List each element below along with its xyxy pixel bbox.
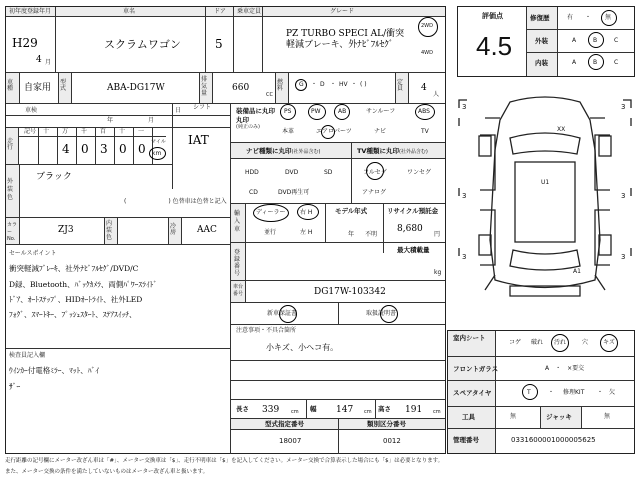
type-value: ABA-DG17W (107, 83, 165, 93)
aero-circle (321, 125, 335, 139)
inspection-year: 年 (107, 117, 114, 124)
equipment-label-2: 丸印 (236, 116, 249, 124)
reg-year-value: H29 (12, 36, 38, 50)
spare-dot-2: ・ (597, 389, 604, 396)
length-value: 339 (262, 405, 280, 415)
sales-line-3: ﾄﾞｱ、ｵｰﾄｽﾃｯﾌﾟ、HIDｵｰﾄﾗｲﾄ、社外LED (9, 295, 143, 304)
mileage-unit-label: 記号 (24, 128, 37, 135)
shift-value: IAT (188, 133, 209, 147)
equip-sunroof: サンルーフ (366, 108, 396, 115)
equip-ab: AB (338, 108, 347, 115)
manual-circle (380, 305, 398, 323)
doors-label: ドア (214, 8, 226, 15)
front-glass-label: フロントガラス (453, 365, 499, 373)
mileage-digit: 0 (81, 142, 89, 156)
mile-unit: マイル (151, 139, 166, 145)
load-label: 最大積載量 (397, 246, 430, 254)
seats-label: 乗車定員 (237, 8, 262, 15)
seat-stain: 汚れ (554, 339, 567, 346)
exterior-c: C (614, 37, 619, 44)
exterior-label: 外装色 (7, 178, 14, 201)
seat-scratch: キズ (603, 339, 615, 346)
car-name-label: 車名 (123, 8, 136, 15)
navi-hdd: HDD (245, 169, 259, 176)
diagram-corner-6: 3 (621, 253, 626, 261)
navi-dvd: DVD (285, 169, 299, 176)
height-unit: cm (433, 409, 441, 415)
tools-label: 工具 (462, 413, 475, 421)
warranty-new-car: 新車保証書 (267, 310, 298, 317)
equip-navi: ナビ (374, 128, 387, 135)
km-unit: km (152, 150, 162, 157)
equip-tv: TV (421, 128, 429, 135)
management-value: 0331600001000005625 (511, 436, 596, 444)
footnote-line-1: 走行距離の記号欄にメーター改ざん車は「#」、メーター交換車は「$」、走行不明車は「$」を記入してください。メーター交換で合算表示した場合にも「$」は必要となります。 (5, 458, 444, 464)
tv-analog: アナログ (362, 189, 387, 196)
class-code-label: 類別区分番号 (367, 420, 406, 428)
length-label: 長さ (236, 405, 249, 413)
usage-value: 自家用 (24, 83, 52, 93)
seat-hole: 穴 (582, 339, 589, 346)
damage-mark-u1: U1 (541, 179, 550, 186)
length-unit: cm (291, 409, 299, 415)
inspection-label: 車検 (25, 107, 38, 114)
inspection-day: 日 (175, 107, 182, 114)
footnote-line-2: また、メーター交換の条件を満たしていないものはメーター改ざん車と扱います。 (5, 469, 209, 475)
interior-score-label: 内装 (535, 59, 548, 67)
fuel-paren: ( ) (360, 81, 367, 88)
repair-no: 無 (605, 14, 612, 21)
recycle-unit: 円 (434, 231, 441, 238)
equip-ps: PS (284, 108, 292, 115)
inspector-label: 検査員記入欄 (9, 352, 46, 359)
equipment-label-sub: (純正のみ) (236, 124, 260, 130)
recycle-value: 8,680 (397, 224, 423, 234)
grade-label: グレード (330, 8, 355, 15)
repair-label: 修復歴 (530, 14, 550, 22)
equip-abs: ABS (418, 108, 430, 115)
overall-score: 4.5 (476, 31, 513, 61)
chassis-value: DG17W-103342 (314, 287, 386, 297)
doors-value: 5 (215, 37, 223, 51)
capacity-label: 定員 (397, 79, 404, 92)
model-year-unit: 年 (348, 231, 355, 238)
navi-sd: SD (324, 169, 333, 176)
equip-pw: PW (311, 108, 321, 115)
mileage-unit-label: 十 (43, 128, 50, 135)
displacement-value: 660 (232, 83, 250, 93)
registration-label: 登録番号 (234, 249, 241, 277)
mileage-unit-label: 万 (62, 128, 69, 135)
inspector-line-1: ｳｲﾝｶｰ付電格ﾐﾗｰ、ﾏｯﾄ、ﾊﾞｲ (9, 366, 99, 375)
spare-t: T (527, 389, 531, 396)
sales-line-2: D録、Bluetooth、ﾊﾞｯｸｶﾒﾗ、両側ﾊﾟﾜｰｽﾗｲﾄﾞ (9, 280, 158, 289)
type-code-value: 18007 (279, 437, 302, 445)
front-glass-value: A ・ ×要交 (545, 365, 585, 372)
jack-label: ジャッキ (546, 413, 572, 421)
equip-leather: 本革 (282, 128, 295, 135)
fuel-label: 燃料 (277, 79, 284, 92)
reg-year-label: 初年度登録年月 (9, 8, 52, 15)
capacity-unit: 人 (433, 91, 440, 98)
notes-text: 小キズ、小ヘコ有。 (266, 343, 339, 352)
capacity-value: 4 (421, 83, 427, 93)
warranty-manual: 取扱説明書 (366, 310, 397, 317)
diagram-corner-1: 3 (462, 103, 467, 111)
exterior-a: A (572, 37, 577, 44)
repair-dot: ・ (585, 14, 592, 21)
import-parallel: 並行 (264, 229, 277, 236)
equip-aero: エアロパーツ (316, 128, 352, 135)
car-damage-diagram (455, 90, 635, 325)
interior-b: B (593, 59, 598, 66)
mileage-label: 走行 (7, 138, 14, 151)
month-unit: 月 (45, 59, 52, 66)
warranty-circle (279, 305, 297, 323)
fuel-hv: HV (339, 81, 348, 88)
seat-tear: 破れ (531, 339, 544, 346)
damage-mark-a1: A1 (573, 268, 581, 275)
fuel-d: D (320, 81, 325, 88)
recycle-label: リサイクル預託金 (387, 207, 439, 215)
model-year-unknown: 不明 (365, 231, 378, 238)
import-left-h: 左 H (300, 229, 313, 236)
sales-points-label: セールスポイント (9, 250, 57, 257)
exterior-color: ブラック (36, 172, 72, 182)
exterior-score-label: 外装 (535, 37, 548, 45)
ac-value: AAC (197, 225, 217, 235)
diagram-corner-2: 3 (621, 103, 626, 111)
mileage-digit: 3 (100, 142, 108, 156)
reg-month-value: 4 (36, 55, 42, 65)
type-label: 型式 (60, 79, 67, 92)
mileage-unit-label: 千 (81, 128, 88, 135)
width-unit: cm (364, 409, 372, 415)
diagram-corner-5: 3 (462, 253, 467, 261)
sales-line-1: 衝突軽減ﾌﾞﾚｰｷ、社外ﾅﾋﾞﾌﾙｾｸﾞ/DVD/C (9, 264, 139, 273)
mileage-unit-label: 十 (119, 128, 126, 135)
tools-value: 無 (510, 413, 517, 420)
interior-c: C (614, 59, 619, 66)
tv-oneseg: ワンセグ (407, 169, 432, 176)
width-value: 147 (336, 405, 354, 415)
inspector-line-2: ｻﾞｰ (9, 382, 21, 391)
interior-a: A (572, 59, 577, 66)
shift-label: シフト (193, 104, 212, 111)
navi-dvd-play: DVD再生可 (278, 189, 310, 196)
damage-mark-xx: XX (557, 126, 566, 133)
displacement-label: 排気量 (201, 76, 208, 97)
mileage-digit: 0 (138, 142, 146, 156)
overall-label: 評価点 (482, 12, 503, 20)
diagram-corner-4: 3 (621, 192, 626, 200)
mileage-unit-label: 百 (100, 128, 107, 135)
cc-unit: CC (266, 92, 273, 98)
drive-2wd: 2WD (421, 23, 433, 29)
mileage-digit: 0 (119, 142, 127, 156)
color-no-label: カラーNo. (7, 222, 18, 242)
chassis-label: 車台番号 (233, 284, 244, 297)
class-code-value: 0012 (383, 437, 401, 445)
width-label: 幅 (310, 405, 317, 413)
import-right-h: 右 H (300, 209, 313, 216)
grade-value: PZ TURBO SPECI AL/衝突軽減ブレーキ、外ﾅﾋﾞﾌﾙｾｸﾞ (286, 29, 405, 50)
dealer-circle (253, 204, 289, 222)
exterior-note: ( ) 色替車は色替と記入 (124, 198, 227, 205)
car-name-value: スクラムワゴン (104, 38, 181, 51)
notes-label: 注意事項・不具合箇所 (236, 327, 297, 334)
fuel-dot-1: ・ (311, 81, 318, 88)
fuel-dot-2: ・ (330, 81, 337, 88)
usage-label: 車種 (7, 79, 14, 92)
exterior-b: B (593, 37, 598, 44)
repair-yes: 有 (567, 14, 574, 21)
mileage-unit-label: 一 (138, 128, 145, 135)
model-year-label: モデル年式 (335, 207, 368, 215)
jack-value: 無 (604, 413, 611, 420)
seat-burn: コゲ (509, 339, 522, 346)
spare-dot: ・ (548, 389, 555, 396)
height-value: 191 (405, 405, 423, 415)
fuel-dot-3: ・ (351, 81, 358, 88)
fuel-g: G (299, 81, 304, 88)
height-label: 高さ (378, 405, 391, 413)
navi-title: ナビ種類に丸印(社外品含む) (246, 147, 321, 155)
interior-seat-label: 室内シート (453, 334, 486, 342)
equipment-label: 装備品に丸印 (236, 107, 275, 115)
sales-line-4: ﾌｫｸﾞ、ｽﾏｰﾄｷｰ、ﾌﾟｯｼｭｽﾀｰﾄ、ｽﾃｱｽｲｯﾁ、 (9, 310, 137, 319)
spare-none: 欠 (609, 389, 616, 396)
mileage-digit: 4 (62, 142, 70, 156)
interior-color-label: 内装色 (106, 220, 113, 241)
spare-repair-kit: 修理KIT (563, 389, 585, 396)
color-no-value: ZJ3 (58, 225, 74, 235)
tv-fullseg: フルセグ (363, 169, 387, 176)
right-h-circle (297, 204, 319, 220)
import-dealer: ディーラー (256, 209, 286, 216)
spare-tire-label: スペアタイヤ (453, 389, 492, 397)
tv-title: TV種類に丸印(社外品含む) (357, 147, 428, 155)
drive-4wd: 4WD (421, 50, 433, 56)
management-label: 管理番号 (453, 436, 479, 444)
inspection-month: 月 (148, 117, 155, 124)
type-code-label: 型式指定番号 (265, 420, 304, 428)
diagram-corner-3: 3 (462, 192, 467, 200)
import-label: 輸入車 (234, 210, 241, 233)
ac-label: 冷房 (170, 223, 177, 236)
navi-cd: CD (249, 189, 258, 196)
load-unit: kg (434, 269, 442, 276)
